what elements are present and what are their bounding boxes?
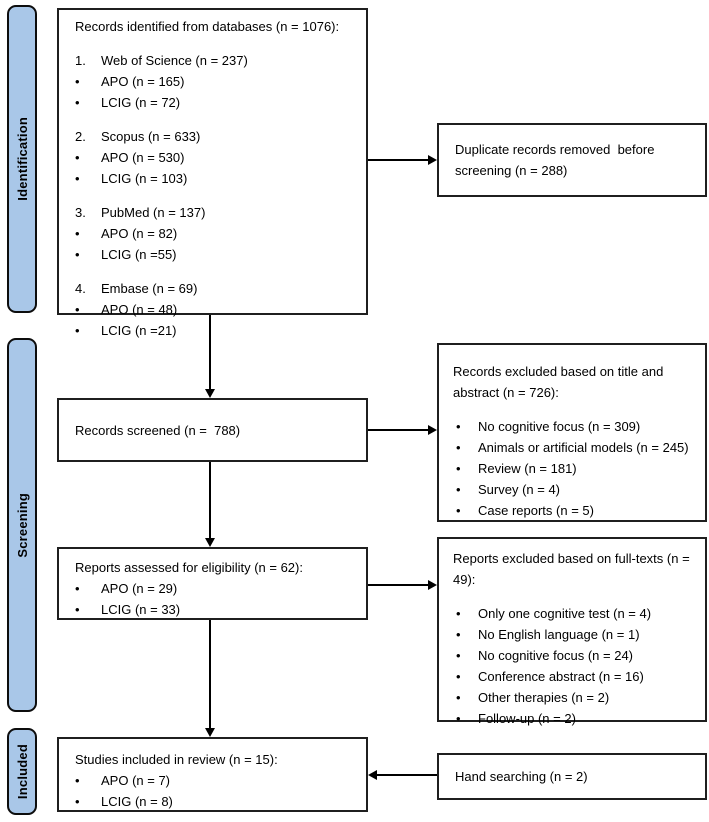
- list-item-text: Only one cognitive test (n = 4): [478, 606, 652, 621]
- list-item-text: LCIG (n = 8): [101, 794, 173, 809]
- list-item-text: LCIG (n =55): [101, 247, 177, 262]
- line-gap: [75, 113, 362, 126]
- list-item-text: LCIG (n = 103): [101, 171, 188, 186]
- line-gap: [453, 403, 701, 416]
- list-number: 2.: [75, 129, 86, 144]
- box-studies-included: [57, 737, 368, 812]
- arrow-identified-to-duplicates: [368, 159, 429, 161]
- box-records-identified: [57, 8, 368, 338]
- stage-label-screening: Screening: [14, 492, 30, 558]
- line-bullet: [75, 320, 362, 341]
- box-excluded-title-abstract: [437, 343, 707, 522]
- list-number: 1.: [75, 53, 86, 68]
- bullet-marker: •: [456, 482, 461, 497]
- box-records-screened: [57, 398, 368, 462]
- line-bullet: [75, 578, 362, 599]
- bullet-marker: •: [75, 794, 80, 809]
- studies-included-list: [75, 770, 362, 812]
- list-item-text: APO (n = 530): [101, 150, 185, 165]
- line-bullet: [75, 599, 362, 620]
- line-num: [75, 50, 362, 71]
- stage-bar-identification: [7, 5, 37, 313]
- arrow-screened-to-assessed: [209, 462, 211, 539]
- line-gap: [75, 37, 362, 50]
- box-excluded-fulltext: [437, 537, 707, 726]
- bullet-marker: •: [456, 606, 461, 621]
- bullet-marker: •: [75, 323, 80, 338]
- box-reports-assessed: [57, 547, 368, 620]
- line-bullet: [453, 645, 701, 666]
- bullet-marker: •: [75, 150, 80, 165]
- box-duplicates-removed: [437, 123, 707, 197]
- list-item-text: Animals or artificial models (n = 245): [478, 440, 689, 455]
- list-number: 3.: [75, 205, 86, 220]
- bullet-marker: •: [456, 419, 461, 434]
- arrow-identified-to-screened: [209, 315, 211, 390]
- list-item-text: PubMed (n = 137): [101, 205, 206, 220]
- list-item-text: LCIG (n = 33): [101, 602, 181, 617]
- line-gap: [75, 265, 362, 278]
- list-item-text: LCIG (n =21): [101, 323, 177, 338]
- records-identified-list: [75, 37, 362, 341]
- list-item-text: APO (n = 82): [101, 226, 178, 241]
- hand-searching-text: Hand searching (n = 2): [455, 769, 588, 784]
- bullet-marker: •: [75, 302, 80, 317]
- bullet-marker: •: [456, 711, 461, 726]
- bullet-marker: •: [75, 95, 80, 110]
- bullet-marker: •: [456, 669, 461, 684]
- excluded-fulltext-list: [453, 590, 701, 729]
- reports-assessed-title: Reports assessed for eligibility (n = 62):: [75, 560, 303, 575]
- line-bullet: [453, 416, 701, 437]
- arrow-assessed-to-included: [209, 620, 211, 729]
- line-bullet: [75, 244, 362, 265]
- list-item-text: APO (n = 48): [101, 302, 178, 317]
- line-bullet: [453, 687, 701, 708]
- line-bullet: [453, 500, 701, 521]
- bullet-marker: •: [75, 773, 80, 788]
- stage-label-identification: Identification: [14, 117, 30, 201]
- bullet-marker: •: [456, 648, 461, 663]
- reports-assessed-list: [75, 578, 362, 620]
- list-item-text: Survey (n = 4): [478, 482, 561, 497]
- list-item-text: Review (n = 181): [478, 461, 577, 476]
- list-item-text: LCIG (n = 72): [101, 95, 181, 110]
- bullet-marker: •: [75, 171, 80, 186]
- records-screened-text: Records screened (n = 788): [75, 422, 241, 438]
- list-item-text: No cognitive focus (n = 24): [478, 648, 633, 663]
- excluded-title-abstract-title: Records excluded based on title and abstract (n = 726):: [453, 364, 667, 400]
- line-num: [75, 126, 362, 147]
- bullet-marker: •: [456, 461, 461, 476]
- line-bullet: [75, 299, 362, 320]
- line-bullet: [453, 603, 701, 624]
- line-bullet: [453, 666, 701, 687]
- bullet-marker: •: [75, 226, 80, 241]
- list-item-text: Embase (n = 69): [101, 281, 198, 296]
- line-bullet: [75, 92, 362, 113]
- list-item-text: No cognitive focus (n = 309): [478, 419, 641, 434]
- list-item-text: APO (n = 165): [101, 74, 185, 89]
- bullet-marker: •: [75, 602, 80, 617]
- arrow-screened-to-excluded: [368, 429, 429, 431]
- bullet-marker: •: [75, 581, 80, 596]
- bullet-marker: •: [75, 74, 80, 89]
- list-item-text: APO (n = 7): [101, 773, 170, 788]
- line-bullet: [75, 147, 362, 168]
- line-bullet: [453, 708, 701, 729]
- arrow-hand-searching-to-included: [376, 774, 437, 776]
- studies-included-title: Studies included in review (n = 15):: [75, 752, 278, 767]
- line-bullet: [75, 223, 362, 244]
- excluded-fulltext-title: Reports excluded based on full-texts (n = 49):: [453, 551, 694, 587]
- records-identified-title: Records identified from databases (n = 1076):: [75, 19, 340, 34]
- line-bullet: [453, 479, 701, 500]
- list-number: 4.: [75, 281, 86, 296]
- box-hand-searching: [437, 753, 707, 800]
- line-bullet: [75, 168, 362, 189]
- bullet-marker: •: [456, 690, 461, 705]
- stage-bar-screening: [7, 338, 37, 712]
- line-bullet: [453, 458, 701, 479]
- bullet-marker: •: [456, 627, 461, 642]
- line-gap: [453, 590, 701, 603]
- list-item-text: Web of Science (n = 237): [101, 53, 248, 68]
- list-item-text: Scopus (n = 633): [101, 129, 201, 144]
- line-bullet: [75, 71, 362, 92]
- line-bullet: [453, 437, 701, 458]
- bullet-marker: •: [75, 247, 80, 262]
- line-num: [75, 278, 362, 299]
- list-item-text: No English language (n = 1): [478, 627, 640, 642]
- line-gap: [75, 189, 362, 202]
- stage-bar-included: [7, 728, 37, 815]
- line-bullet: [75, 770, 362, 791]
- line-bullet: [75, 791, 362, 812]
- bullet-marker: •: [456, 503, 461, 518]
- list-item-text: Follow-up (n = 2): [478, 711, 576, 726]
- line-bullet: [453, 624, 701, 645]
- list-item-text: Conference abstract (n = 16): [478, 669, 644, 684]
- list-item-text: APO (n = 29): [101, 581, 178, 596]
- bullet-marker: •: [456, 440, 461, 455]
- stage-label-included: Included: [14, 743, 30, 800]
- duplicates-removed-text: Duplicate records removed before screening (n = 288): [455, 142, 659, 178]
- list-item-text: Other therapies (n = 2): [478, 690, 610, 705]
- line-num: [75, 202, 362, 223]
- arrow-assessed-to-fulltext-excluded: [368, 584, 429, 586]
- list-item-text: Case reports (n = 5): [478, 503, 594, 518]
- excluded-title-abstract-list: [453, 403, 701, 521]
